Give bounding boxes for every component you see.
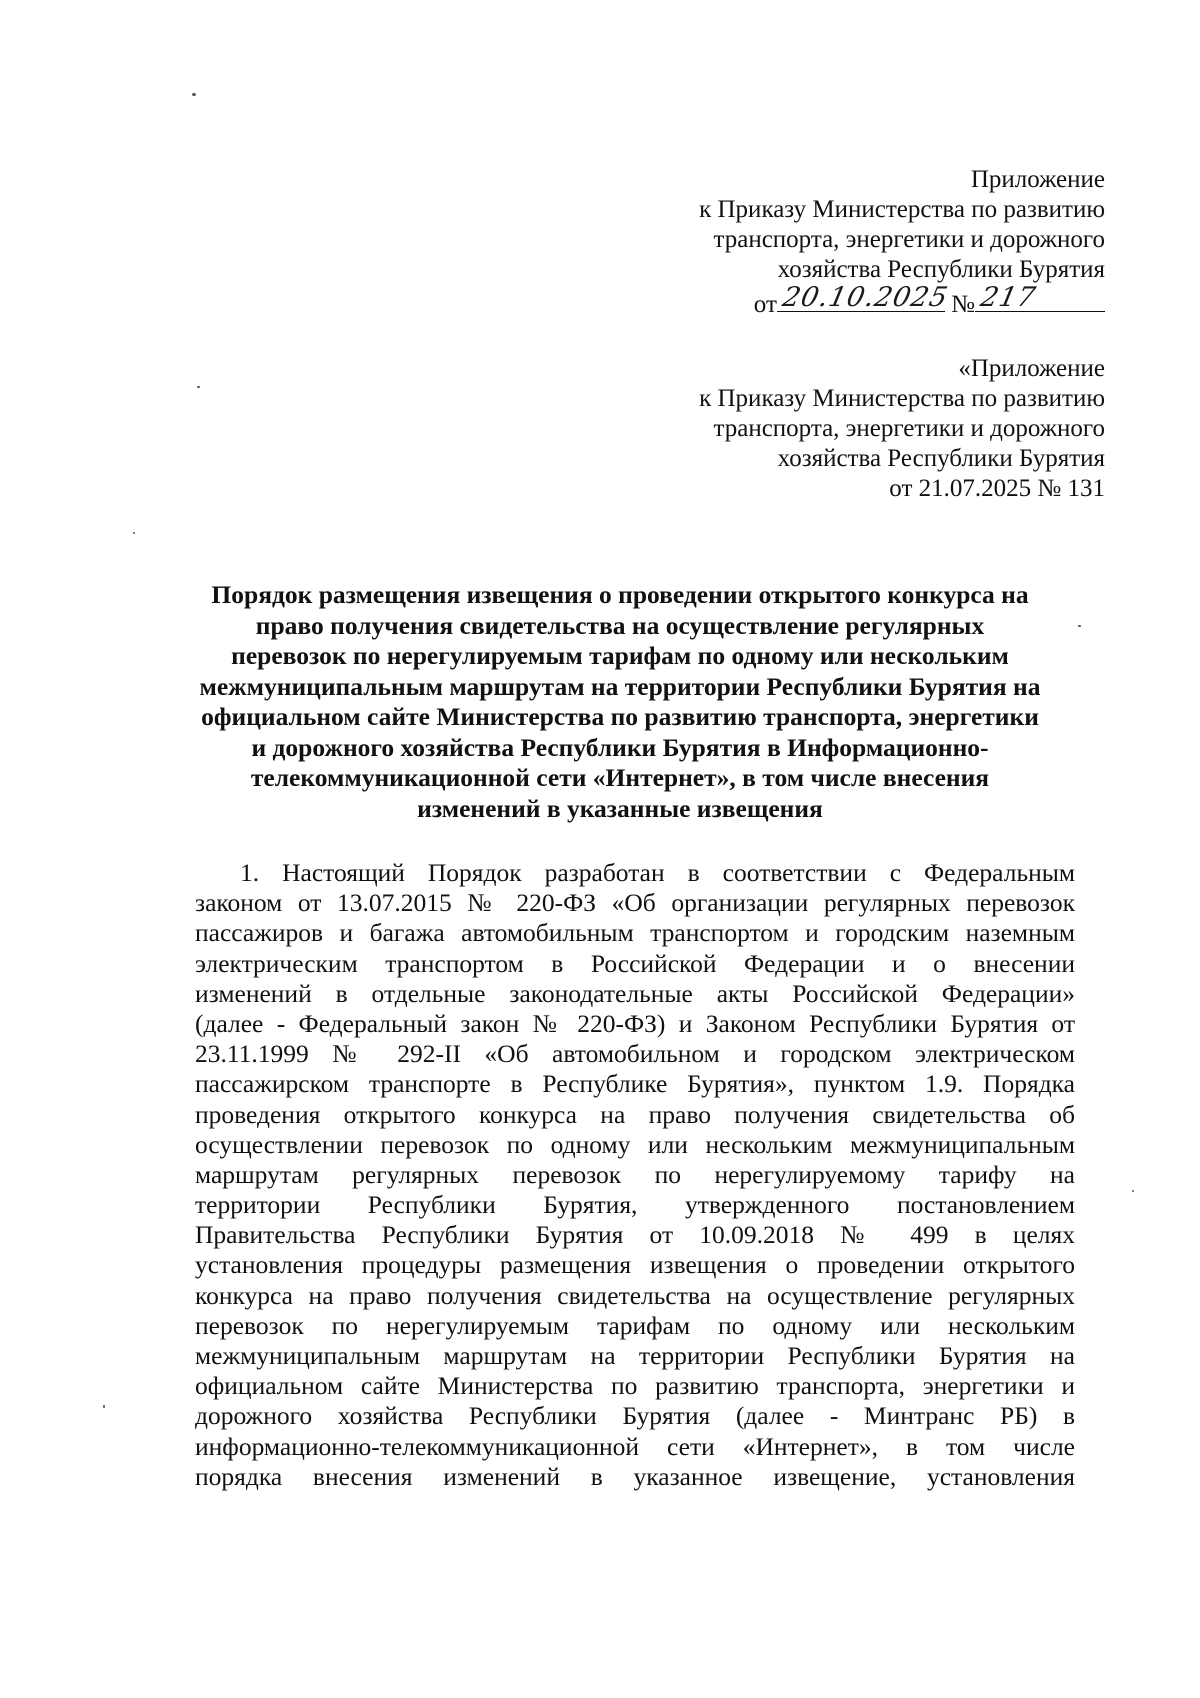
date-field	[777, 282, 951, 313]
scan-speck	[103, 1405, 105, 1408]
body-line: конкурса на право получения свидетельства на осуществление регулярных	[195, 1280, 1075, 1310]
appendix-header-previous	[699, 354, 1105, 504]
header-line: к Приказу Министерства по развитию	[699, 385, 1105, 412]
body-line: (далее - Федеральный закон № 220-ФЗ) и Законом Республики Бурятия от	[195, 1008, 1075, 1038]
scan-speck	[1078, 625, 1081, 627]
date-prefix: от	[753, 291, 777, 318]
body-line: информационно-телекоммуникационной сети «Интернет», в том числе	[195, 1431, 1075, 1461]
header-line: «Приложение	[958, 355, 1105, 382]
title-line: изменений в указанные извещения	[417, 793, 823, 823]
document-title	[170, 580, 1070, 824]
body-line: пассажирском транспорте в Республике Бурятия», пунктом 1.9. Порядка	[195, 1069, 1075, 1099]
body-line: проведения открытого конкурса на право получения свидетельства об	[195, 1099, 1075, 1129]
number-field	[975, 282, 1105, 313]
body-line: 1. Настоящий Порядок разработан в соответствии с Федеральным	[240, 858, 1075, 887]
title-line: официальном сайте Министерства по развитию транспорта, энергетики	[201, 702, 1039, 731]
title-line: право получения свидетельства на осуществление регулярных	[255, 610, 985, 640]
header-line: хозяйства Республики Бурятия	[777, 445, 1105, 472]
body-line: официальном сайте Министерства по развитию транспорта, энергетики и	[195, 1371, 1075, 1401]
body-line: маршрутам регулярных перевозок по нерегулируемому тарифу на	[195, 1159, 1075, 1189]
header-line: хозяйства Республики Бурятия	[777, 256, 1105, 283]
scan-speck	[192, 93, 196, 96]
order-date-number-line	[699, 282, 1105, 320]
header-line: Приложение	[970, 166, 1105, 193]
body-line: изменений в отдельные законодательные акты Российской Федерации»	[195, 978, 1075, 1008]
title-line: телекоммуникационной сети «Интернет», в том числе внесения	[250, 763, 990, 792]
title-line: Порядок размещения извещения о проведении открытого конкурса на	[211, 580, 1029, 609]
body-line: законом от 13.07.2015 № 220-ФЗ «Об организации регулярных перевозок	[195, 888, 1075, 918]
body-line: порядка внесения изменений в указанное извещение, установления	[195, 1461, 1075, 1491]
appendix-header-current	[699, 165, 1105, 320]
title-line: и дорожного хозяйства Республики Бурятия в Информационно-	[251, 732, 989, 762]
body-line: Правительства Республики Бурятия от 10.09.2018 № 499 в целях	[195, 1220, 1075, 1250]
body-line: дорожного хозяйства Республики Бурятия (далее - Минтранс РБ) в	[195, 1401, 1075, 1431]
body-line: межмуниципальным маршрутам на территории Республики Бурятия на	[195, 1341, 1075, 1370]
handwritten-date: 20.10.2025	[779, 282, 951, 313]
title-line: межмуниципальным маршрутам на территории Республики Бурятия на	[199, 671, 1041, 701]
header-line: от 21.07.2025 № 131	[889, 475, 1105, 502]
header-line: транспорта, энергетики и дорожного	[713, 415, 1105, 442]
body-line: установления процедуры размещения извещения о проведении открытого	[195, 1250, 1075, 1280]
body-line: 23.11.1999 № 292-II «Об автомобильном и городском электрическом	[195, 1039, 1075, 1069]
body-line: осуществлении перевозок по одному или нескольким межмуниципальным	[195, 1129, 1075, 1159]
paragraph-1	[195, 858, 1075, 1492]
number-prefix: №	[951, 291, 975, 318]
body-line: пассажиров и багажа автомобильным транспортом и городским наземным	[195, 918, 1075, 948]
body-line: территории Республики Бурятия, утвержденного постановлением	[195, 1190, 1075, 1220]
body-line: электрическим транспортом в Российской Федерации и о внесении	[195, 948, 1075, 978]
body-line: перевозок по нерегулируемым тарифам по одному или нескольким	[195, 1310, 1075, 1340]
header-line: транспорта, энергетики и дорожного	[713, 226, 1105, 253]
scan-speck	[133, 532, 135, 534]
header-line: к Приказу Министерства по развитию	[699, 196, 1105, 223]
scan-speck	[1132, 1190, 1134, 1192]
title-line: перевозок по нерегулируемым тарифам по одному или нескольким	[231, 641, 1009, 670]
scan-speck	[197, 386, 200, 388]
handwritten-number: 217	[977, 282, 1039, 313]
